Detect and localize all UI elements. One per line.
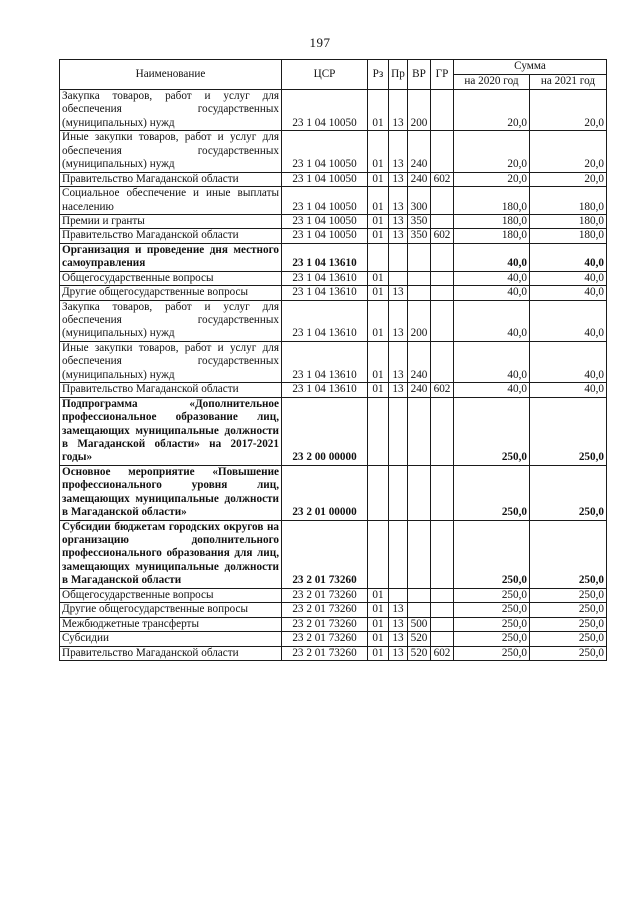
row-pr	[389, 520, 408, 588]
row-rz	[368, 397, 389, 465]
row-sum-2021: 250,0	[530, 465, 607, 520]
row-sum-2021: 250,0	[530, 603, 607, 617]
row-pr: 13	[389, 603, 408, 617]
row-vr: 200	[408, 300, 431, 341]
row-rz: 01	[368, 632, 389, 646]
row-name: Правительство Магаданской области	[60, 383, 282, 397]
row-rz: 01	[368, 341, 389, 382]
row-name: Другие общегосударственные вопросы	[60, 286, 282, 300]
row-gr	[431, 632, 454, 646]
row-gr	[431, 300, 454, 341]
row-sum-2020: 180,0	[454, 229, 530, 243]
table-row	[60, 397, 607, 465]
row-vr	[408, 271, 431, 285]
row-sum-2021: 180,0	[530, 187, 607, 215]
row-csr: 23 2 01 73260	[282, 617, 368, 631]
header-vr: ВР	[408, 60, 431, 90]
row-sum-2020: 250,0	[454, 632, 530, 646]
row-vr: 350	[408, 214, 431, 228]
row-vr	[408, 286, 431, 300]
row-pr: 13	[389, 229, 408, 243]
row-vr	[408, 465, 431, 520]
row-pr: 13	[389, 617, 408, 631]
row-name: Межбюджетные трансферты	[60, 617, 282, 631]
row-rz: 01	[368, 214, 389, 228]
row-name: Организация и проведение дня местного самоуправления	[60, 243, 282, 271]
row-gr	[431, 520, 454, 588]
row-name: Правительство Магаданской области	[60, 229, 282, 243]
table-row	[60, 632, 607, 646]
row-name: Другие общегосударственные вопросы	[60, 603, 282, 617]
row-name: Иные закупки товаров, работ и услуг для обеспечения государственных (муниципальных) нужд	[60, 341, 282, 382]
table-row	[60, 520, 607, 588]
row-name: Субсидии бюджетам городских округов на организацию дополнительного профессионального образования для лиц, замещающих муниципальные должности в Магаданской области	[60, 520, 282, 588]
row-gr	[431, 187, 454, 215]
row-sum-2021: 40,0	[530, 286, 607, 300]
row-sum-2020: 20,0	[454, 172, 530, 186]
row-csr: 23 2 01 73260	[282, 603, 368, 617]
page-number: 197	[309, 35, 331, 50]
row-sum-2021: 250,0	[530, 520, 607, 588]
row-csr: 23 2 01 73260	[282, 632, 368, 646]
row-csr: 23 1 04 10050	[282, 131, 368, 172]
row-gr	[431, 588, 454, 602]
header-year-2021: на 2021 год	[530, 75, 607, 90]
row-csr: 23 1 04 10050	[282, 187, 368, 215]
header-name: Наименование	[60, 60, 282, 90]
row-vr: 240	[408, 172, 431, 186]
header-sum: Сумма	[454, 60, 607, 75]
table-row	[60, 465, 607, 520]
row-pr: 13	[389, 632, 408, 646]
row-csr: 23 1 04 10050	[282, 172, 368, 186]
row-rz	[368, 465, 389, 520]
row-gr	[431, 397, 454, 465]
row-csr: 23 1 04 13610	[282, 341, 368, 382]
row-sum-2020: 250,0	[454, 397, 530, 465]
table-row	[60, 383, 607, 397]
row-sum-2021: 20,0	[530, 90, 607, 131]
row-sum-2021: 250,0	[530, 617, 607, 631]
row-pr: 13	[389, 90, 408, 131]
header-csr: ЦСР	[282, 60, 368, 90]
row-rz: 01	[368, 229, 389, 243]
row-vr: 500	[408, 617, 431, 631]
row-pr: 13	[389, 187, 408, 215]
row-csr: 23 2 01 73260	[282, 588, 368, 602]
row-sum-2021: 250,0	[530, 588, 607, 602]
row-name: Субсидии	[60, 632, 282, 646]
header-pr: Пр	[389, 60, 408, 90]
row-gr	[431, 603, 454, 617]
row-sum-2020: 20,0	[454, 131, 530, 172]
row-csr: 23 1 04 13610	[282, 286, 368, 300]
row-rz: 01	[368, 617, 389, 631]
row-gr: 602	[431, 646, 454, 660]
table-row	[60, 300, 607, 341]
row-rz: 01	[368, 286, 389, 300]
row-pr	[389, 588, 408, 602]
row-sum-2021: 40,0	[530, 300, 607, 341]
row-sum-2021: 40,0	[530, 383, 607, 397]
row-csr: 23 1 04 13610	[282, 243, 368, 271]
row-sum-2020: 40,0	[454, 341, 530, 382]
row-sum-2020: 250,0	[454, 603, 530, 617]
row-vr	[408, 588, 431, 602]
row-sum-2020: 180,0	[454, 214, 530, 228]
header-row-top	[60, 60, 607, 75]
table-body	[60, 90, 607, 661]
row-vr: 240	[408, 383, 431, 397]
header-rz: Рз	[368, 60, 389, 90]
row-name: Премии и гранты	[60, 214, 282, 228]
row-csr: 23 2 01 00000	[282, 465, 368, 520]
header-year-2020: на 2020 год	[454, 75, 530, 90]
table-row	[60, 588, 607, 602]
row-gr	[431, 341, 454, 382]
row-rz: 01	[368, 187, 389, 215]
row-gr	[431, 286, 454, 300]
table-row	[60, 90, 607, 131]
row-rz	[368, 243, 389, 271]
row-gr	[431, 465, 454, 520]
row-rz: 01	[368, 172, 389, 186]
row-sum-2021: 20,0	[530, 172, 607, 186]
row-pr: 13	[389, 131, 408, 172]
row-sum-2021: 180,0	[530, 214, 607, 228]
row-gr	[431, 243, 454, 271]
row-rz: 01	[368, 646, 389, 660]
row-pr: 13	[389, 300, 408, 341]
row-vr: 200	[408, 90, 431, 131]
row-name: Закупка товаров, работ и услуг для обеспечения государственных (муниципальных) нужд	[60, 300, 282, 341]
row-name: Правительство Магаданской области	[60, 172, 282, 186]
row-sum-2020: 40,0	[454, 243, 530, 271]
row-csr: 23 2 00 00000	[282, 397, 368, 465]
row-sum-2020: 250,0	[454, 588, 530, 602]
row-vr: 240	[408, 341, 431, 382]
row-name: Социальное обеспечение и иные выплаты населению	[60, 187, 282, 215]
row-sum-2020: 250,0	[454, 617, 530, 631]
row-sum-2020: 20,0	[454, 90, 530, 131]
row-sum-2020: 40,0	[454, 271, 530, 285]
row-sum-2020: 250,0	[454, 465, 530, 520]
table-row	[60, 229, 607, 243]
row-name: Правительство Магаданской области	[60, 646, 282, 660]
row-sum-2021: 250,0	[530, 397, 607, 465]
table-row	[60, 603, 607, 617]
table-row	[60, 243, 607, 271]
row-vr	[408, 603, 431, 617]
row-csr: 23 2 01 73260	[282, 646, 368, 660]
row-rz: 01	[368, 300, 389, 341]
table-row	[60, 617, 607, 631]
table-row	[60, 341, 607, 382]
row-sum-2020: 40,0	[454, 383, 530, 397]
row-vr	[408, 397, 431, 465]
row-gr: 602	[431, 383, 454, 397]
row-pr	[389, 397, 408, 465]
row-gr: 602	[431, 229, 454, 243]
row-csr: 23 1 04 10050	[282, 90, 368, 131]
row-pr: 13	[389, 341, 408, 382]
row-pr	[389, 465, 408, 520]
table-row	[60, 286, 607, 300]
table-row	[60, 131, 607, 172]
row-csr: 23 1 04 13610	[282, 271, 368, 285]
row-vr: 520	[408, 632, 431, 646]
row-rz: 01	[368, 383, 389, 397]
row-gr	[431, 131, 454, 172]
row-sum-2020: 40,0	[454, 300, 530, 341]
row-rz: 01	[368, 131, 389, 172]
row-sum-2021: 40,0	[530, 243, 607, 271]
row-csr: 23 1 04 10050	[282, 229, 368, 243]
row-sum-2021: 250,0	[530, 632, 607, 646]
table-row	[60, 172, 607, 186]
row-pr: 13	[389, 172, 408, 186]
row-gr: 602	[431, 172, 454, 186]
row-sum-2021: 40,0	[530, 271, 607, 285]
row-name: Общегосударственные вопросы	[60, 271, 282, 285]
row-pr: 13	[389, 214, 408, 228]
row-sum-2021: 40,0	[530, 341, 607, 382]
row-rz: 01	[368, 603, 389, 617]
row-gr	[431, 90, 454, 131]
table-row	[60, 271, 607, 285]
row-csr: 23 1 04 13610	[282, 300, 368, 341]
row-vr	[408, 520, 431, 588]
budget-table	[59, 59, 607, 661]
row-sum-2020: 250,0	[454, 646, 530, 660]
header-gr: ГР	[431, 60, 454, 90]
row-name: Закупка товаров, работ и услуг для обеспечения государственных (муниципальных) нужд	[60, 90, 282, 131]
row-sum-2020: 250,0	[454, 520, 530, 588]
row-pr: 13	[389, 383, 408, 397]
table-row	[60, 187, 607, 215]
row-pr: 13	[389, 286, 408, 300]
row-rz: 01	[368, 271, 389, 285]
row-pr	[389, 271, 408, 285]
row-gr	[431, 271, 454, 285]
row-sum-2020: 180,0	[454, 187, 530, 215]
row-rz: 01	[368, 90, 389, 131]
row-sum-2021: 250,0	[530, 646, 607, 660]
row-csr: 23 1 04 13610	[282, 383, 368, 397]
row-gr	[431, 617, 454, 631]
row-vr: 350	[408, 229, 431, 243]
table-row	[60, 646, 607, 660]
row-vr: 300	[408, 187, 431, 215]
row-name: Основное мероприятие «Повышение профессионального уровня лиц, замещающих муниципальные должности в Магаданской области»	[60, 465, 282, 520]
row-vr	[408, 243, 431, 271]
row-name: Общегосударственные вопросы	[60, 588, 282, 602]
row-pr	[389, 243, 408, 271]
row-rz: 01	[368, 588, 389, 602]
row-sum-2020: 40,0	[454, 286, 530, 300]
row-vr: 240	[408, 131, 431, 172]
row-vr: 520	[408, 646, 431, 660]
row-gr	[431, 214, 454, 228]
row-sum-2021: 20,0	[530, 131, 607, 172]
row-sum-2021: 180,0	[530, 229, 607, 243]
row-rz	[368, 520, 389, 588]
row-csr: 23 2 01 73260	[282, 520, 368, 588]
row-name: Иные закупки товаров, работ и услуг для обеспечения государственных (муниципальных) нужд	[60, 131, 282, 172]
row-pr: 13	[389, 646, 408, 660]
table-row	[60, 214, 607, 228]
row-csr: 23 1 04 10050	[282, 214, 368, 228]
row-name: Подпрограмма «Дополнительное профессиональное образование лиц, замещающих муниципальные должности в Магаданской области» на 2017-2021 годы»	[60, 397, 282, 465]
